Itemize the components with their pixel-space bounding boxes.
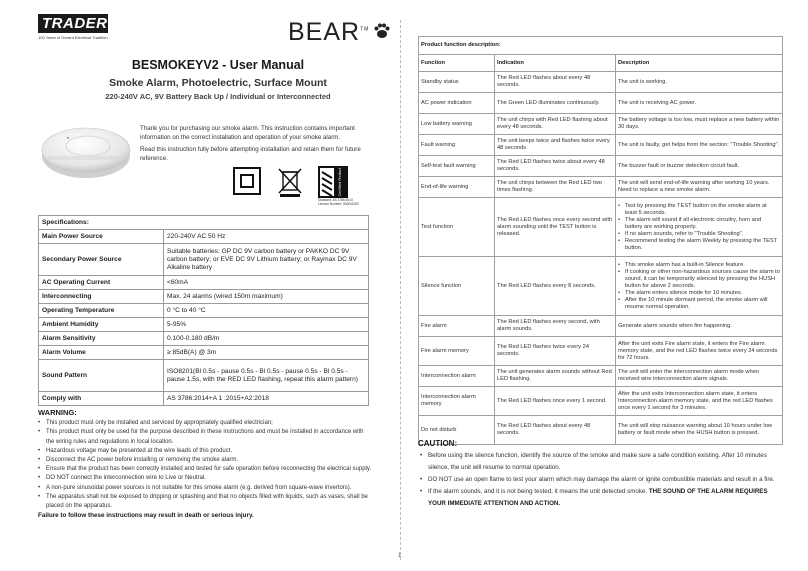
spec-key: Main Power Source (39, 230, 164, 244)
function-cell: Fire alarm (419, 316, 495, 337)
description-cell (616, 198, 783, 257)
description-cell: Generate alarm sounds when fire happening. (616, 316, 783, 337)
list-item: • Disconnect the AC power before installing or removing the smoke alarm. (38, 456, 373, 465)
licence-number: Licence Number: SMK41282 (318, 202, 359, 206)
list-item: • This product must only be installed and serviced by appropriately qualified electrician; (38, 419, 373, 428)
description-cell: The unit will enter the interconnection alarm mode when received wire interconnection alarm signals. (616, 366, 783, 387)
indication-cell: The unit beeps twice and flashes twice every 48 seconds (495, 135, 616, 156)
function-cell: Interconnection alarm memory (419, 387, 495, 416)
list-item: • If cooking or other non-hazardous sources cause the alarm to sound, it can be temporarily silenced by pressing the HUSH button for above 2 seconds. (618, 269, 780, 290)
list-item: • A non-pure sinusoidal power sources is not suitable for this smoke alarm (e.g. derived from square-wave invertors). (38, 484, 373, 493)
table-row (419, 198, 783, 257)
certified-label: Certified Product (338, 167, 342, 197)
table-row (419, 366, 783, 387)
function-cell: Silence function (419, 257, 495, 316)
bear-trademark: TM (360, 26, 370, 33)
spec-key: Secondary Power Source (39, 244, 164, 276)
spec-value: AS 3786:2014+A 1 :2015+A2:2018 (164, 392, 369, 406)
function-cell: Do not disturb (419, 416, 495, 445)
description-cell: The unit will stop nuisance warning about 10 hours under low battery or fault mode when the HUSH button is pressed. (616, 416, 783, 445)
table-row (39, 304, 369, 318)
function-table (418, 36, 783, 445)
indication-cell: The Red LED flashes every second, with alarm sounds. (495, 316, 616, 337)
smoke-alarm-image (38, 112, 133, 184)
paw-icon (373, 18, 391, 47)
title-block (38, 58, 398, 101)
function-table-caption: Product function description: (419, 37, 783, 55)
list-item: • If no alarm sounds, refer to "Trouble Shooting". (618, 231, 780, 238)
spec-key: Alarm Volume (39, 346, 164, 360)
intro-paragraph-1: Thank you for purchasing our smoke alarm. This instruction contains important information on the correct installation and operation of your smoke alarm. (140, 125, 355, 141)
warning-section (38, 408, 373, 520)
certified-product-icon (318, 166, 348, 196)
table-row (39, 276, 369, 290)
function-cell: Self-test fault warning (419, 156, 495, 177)
description-cell: After the unit exits Interconnection alarm state, it enters Interconnection alarm memory state, and the red LED flashes once every 1 second for 3 minutes. (616, 387, 783, 416)
table-row (419, 316, 783, 337)
table-row (419, 177, 783, 198)
function-cell: Low battery warning (419, 114, 495, 135)
function-cell: Fault warning (419, 135, 495, 156)
manual-title: BESMOKEYV2 - User Manual (131, 58, 305, 72)
description-cell (616, 257, 783, 316)
spec-key: Interconnecting (39, 290, 164, 304)
function-cell: Interconnection alarm (419, 366, 495, 387)
indication-cell: The Green LED illuminates continuously. (495, 93, 616, 114)
spec-key: Comply with (39, 392, 164, 406)
specifications-heading: Specifications: (39, 216, 369, 230)
indication-cell: The Red LED flashes once every second with alarm sounding until the TEST button is released. (495, 198, 616, 257)
right-page (418, 36, 783, 445)
page-number: 1 (398, 553, 402, 559)
indication-cell: The Red LED flashes once every 1 second. (495, 387, 616, 416)
list-item: • After the 10 minute dormant period, the smoke alarm will resume normal operation. (618, 297, 780, 311)
list-item: • The apparatus shall not be exposed to dripping or splashing and that no objects filled with liquids, such as vases, shall be placed on the apparatus. (38, 493, 373, 511)
indication-cell: The Red LED flashes twice about every 48 seconds. (495, 156, 616, 177)
description-cell: The battery voltage is too low, must replace a new battery within 30 days. (616, 114, 783, 135)
trader-tagline: 100 Years of Gerard Electrical Tradition (38, 35, 108, 40)
table-row (419, 93, 783, 114)
spec-value: 220-240V AC 50 Hz (164, 230, 369, 244)
table-row (419, 156, 783, 177)
weee-bin-icon (276, 166, 304, 196)
list-item: • DO NOT use an open flame to test your alarm which may damage the alarm or ignite combustible materials and result in a fire. (418, 474, 783, 486)
bear-logo (288, 18, 391, 47)
function-cell: Test function (419, 198, 495, 257)
table-row (419, 257, 783, 316)
product-subtitle: Smoke Alarm, Photoelectric, Surface Mount (109, 77, 327, 89)
indication-cell: The Red LED flashes about every 48 seconds. (495, 416, 616, 445)
caution-last-text: If the alarm sounds, and it is not being tested, it means the unit detected smoke. (428, 488, 649, 495)
table-row (39, 392, 369, 406)
indication-cell: The Red LED flashes every 8 seconds. (495, 257, 616, 316)
column-header-indication: Indication (495, 55, 616, 72)
standard-number: Standard: AS 3786:2014 (318, 198, 353, 202)
description-cell: The unit is receiving AC power. (616, 93, 783, 114)
column-header-function: Function (419, 55, 495, 72)
description-cell: The buzzer fault or buzzer detection circuit fault. (616, 156, 783, 177)
spec-key: Ambient Humidity (39, 318, 164, 332)
table-row (419, 114, 783, 135)
power-subtitle: 220-240V AC, 9V Battery Back Up / Individual or Interconnected (105, 92, 331, 101)
table-row (419, 337, 783, 366)
spec-value: ≥ 85dB(A) @ 3m (164, 346, 369, 360)
table-row (39, 230, 369, 244)
table-row (39, 318, 369, 332)
warning-final: Failure to follow these instructions may result in death or serious injury. (38, 512, 254, 520)
table-row (39, 360, 369, 392)
caution-section (418, 438, 783, 510)
list-item: • Recommend testing the alarm Weekly by pressing the TEST button. (618, 238, 780, 252)
table-row (39, 244, 369, 276)
indication-cell: The Red LED flashes about every 48 seconds. (495, 72, 616, 93)
spec-value: Max. 24 alarms (wired 150m maximum) (164, 290, 369, 304)
column-header-description: Description (616, 55, 783, 72)
intro-text (140, 124, 380, 166)
list-item: • Hazardous voltage may be presented at the wire leads of this product. (38, 447, 373, 456)
indication-cell: The unit chirps with Red LED flashing about every 48 seconds. (495, 114, 616, 135)
warning-heading: WARNING: (38, 408, 77, 417)
spec-key: Sound Pattern (39, 360, 164, 392)
page-divider (400, 20, 401, 560)
description-cell: After the unit exits Fire alarm state, it enters the Fire alarm memory state, and the red LED flashes twice every 24 seconds for 72 hours. (616, 337, 783, 366)
list-item: • Test by pressing the TEST button on the smoke alarm at least 5 seconds. (618, 203, 780, 217)
spec-value: Suitable batteries: GP DC 9V carbon battery or PAKKO DC 9V carbon battery; or EVE DC 9V Lithium battery; or Raymax DC 9V Alkaline battery (164, 244, 369, 276)
function-cell: End-of-life warning (419, 177, 495, 198)
list-item: • DO NOT connect the interconnection wire to Live or Neutral. (38, 474, 373, 483)
list-item (418, 486, 783, 510)
indication-cell: The unit chirps between the Red LED two times flashing. (495, 177, 616, 198)
list-item: • This product must only be used for the purpose described in these instructions and must be installed in accordance with the wiring rules and regulations in local location. (38, 428, 373, 446)
table-row (419, 387, 783, 416)
description-cell: The unit will send end-of-life warning after working 10 years. Need to replace a new smoke alarm. (616, 177, 783, 198)
spec-value: ISO8201(Bl 0.5s - pause 0.5s - Bl 0.5s - pause 0.5s - Bl 0.5s - pause 1.5s, with the RED LED flashing, repeat this alarm pattern) (164, 360, 369, 392)
list-item: • The alarm enters silence mode for 10 minutes. (618, 290, 780, 297)
caution-heading: CAUTION: (418, 439, 458, 448)
specifications-table (38, 215, 369, 406)
table-row (39, 290, 369, 304)
description-cell: The unit is faulty, get helps from the section: "Trouble Shooting". (616, 135, 783, 156)
spec-value: 0 °C to 40 °C (164, 304, 369, 318)
description-cell: The unit is working. (616, 72, 783, 93)
spec-value: 5-95% (164, 318, 369, 332)
table-row (39, 332, 369, 346)
spec-value: 0.100-0.180 dB/m (164, 332, 369, 346)
spec-key: Alarm Sensitivity (39, 332, 164, 346)
trader-logo (38, 14, 108, 40)
table-row (419, 72, 783, 93)
double-insulation-icon (233, 166, 261, 196)
list-item: • Ensure that the product has been correctly installed and tested for safe operation before reconnecting the electrical supply. (38, 465, 373, 474)
table-row (419, 135, 783, 156)
spec-key: Operating Temperature (39, 304, 164, 318)
list-item: • The alarm will sound if all electronic circuitry, horn and battery are working properly. (618, 217, 780, 231)
standard-text (318, 198, 359, 206)
spec-key: AC Operating Current (39, 276, 164, 290)
certification-symbols (233, 166, 373, 216)
intro-paragraph-2: Read this instruction fully before attempting installation and retain them for future reference. (140, 146, 361, 162)
trader-wordmark: TRADER (38, 14, 108, 33)
indication-cell: The unit generates alarm sounds without Red LED flashing. (495, 366, 616, 387)
list-item: • This smoke alarm has a built-in Silence feature. (618, 262, 780, 269)
indication-cell: The Red LED flashes twice every 24 seconds. (495, 337, 616, 366)
bear-wordmark: BEAR (288, 18, 361, 46)
caution-emphasis: THE SOUND OF THE ALARM REQUIRES YOUR IMMEDIATE ATTENTION AND ACTION. (428, 488, 768, 507)
spec-value: <60mA (164, 276, 369, 290)
table-row (39, 346, 369, 360)
function-cell: Standby status (419, 72, 495, 93)
function-cell: Fire alarm memory (419, 337, 495, 366)
function-cell: AC power indication (419, 93, 495, 114)
list-item: • Before using the silence function, identify the source of the smoke and make sure a safe condition existing. After 10 minutes silence, the unit will resume to normal operation. (418, 450, 783, 474)
